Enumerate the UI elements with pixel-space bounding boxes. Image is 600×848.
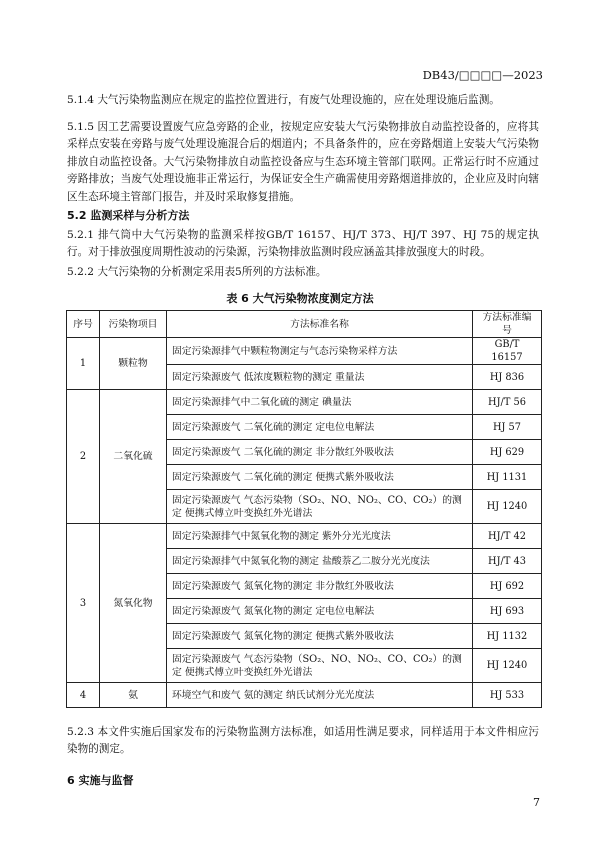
- method-code: HJ/T 56: [473, 390, 542, 415]
- header-pollutant: 污染物项目: [100, 311, 167, 338]
- method-name: 固定污染源废气 低浓度颗粒物的测定 重量法: [167, 365, 473, 390]
- row-number: 2: [67, 390, 100, 524]
- method-name: 固定污染源废气 气态污染物（SO₂、NO、NO₂、CO、CO₂）的测定 便携式傅立叶变换红外光谱法: [167, 649, 473, 683]
- table-row: [67, 683, 542, 708]
- method-code: HJ/T 42: [473, 524, 542, 549]
- method-name: 固定污染源废气 二氧化硫的测定 便携式紫外吸收法: [167, 465, 473, 490]
- pollutant-name: 颗粒物: [100, 338, 167, 390]
- methods-table: [66, 310, 542, 708]
- pollutant-name: 氮氧化物: [100, 524, 167, 683]
- method-name: 固定污染源排气中颗粒物测定与气态污染物采样方法: [167, 338, 473, 365]
- section-heading-6: 6 实施与监督: [67, 774, 134, 787]
- method-name: 固定污染源排气中氮氧化物的测定 紫外分光光度法: [167, 524, 473, 549]
- header-code: 方法标准编号: [473, 311, 542, 338]
- method-name: 固定污染源废气 氮氧化物的测定 非分散红外吸收法: [167, 574, 473, 599]
- method-code: HJ 629: [473, 440, 542, 465]
- table-row: [67, 338, 542, 365]
- method-code: HJ 693: [473, 599, 542, 624]
- method-code: HJ 533: [473, 683, 542, 708]
- method-name: 固定污染源废气 氮氧化物的测定 定电位电解法: [167, 599, 473, 624]
- method-code: HJ 1131: [473, 465, 542, 490]
- method-name: 固定污染源废气 二氧化硫的测定 定电位电解法: [167, 415, 473, 440]
- method-name: 环境空气和废气 氨的测定 纳氏试剂分光光度法: [167, 683, 473, 708]
- section-heading-5-2: 5.2 监测采样与分析方法: [67, 209, 190, 222]
- method-code: HJ/T 43: [473, 549, 542, 574]
- table-header-row: [67, 311, 542, 338]
- paragraph-5-2-3: 5.2.3 本文件实施后国家发布的污染物监测方法标准，如适用性满足要求，同样适用于本文件相应污染物的测定。: [67, 726, 539, 756]
- pollutant-name: 二氧化硫: [100, 390, 167, 524]
- method-name: 固定污染源废气 氮氧化物的测定 便携式紫外吸收法: [167, 624, 473, 649]
- method-code: HJ 57: [473, 415, 542, 440]
- header-method: 方法标准名称: [167, 311, 473, 338]
- document-code: DB43/□□□□—2023: [422, 68, 543, 82]
- method-code: HJ 1240: [473, 490, 542, 524]
- table-caption: 表 6 大气污染物浓度测定方法: [226, 292, 374, 305]
- page-number: 7: [533, 796, 540, 809]
- method-name: 固定污染源排气中二氧化硫的测定 碘量法: [167, 390, 473, 415]
- header-no: 序号: [67, 311, 100, 338]
- paragraph-5-1-5: 5.1.5 因工艺需要设置废气应急旁路的企业，按规定应安装大气污染物排放自动监控设备的，应将其采样点安装在旁路与废气处理设施混合后的烟道内；不具备条件的，应在旁路烟道上安装大气污染物排放自动监控设备。大气污染物排放自动监控设备应与生态环境主管部门联网。正常运行时不应通过旁路排放；当废气处理设施非正常运行，为保证安全生产确需使用旁路烟道排放的，企业应及时向辖区生态环境主管部门报告，并及时采取修复措施。: [67, 121, 539, 203]
- paragraph-5-2-2: 5.2.2 大气污染物的分析测定采用表5所列的方法标准。: [67, 266, 327, 278]
- row-number: 4: [67, 683, 100, 708]
- row-number: 1: [67, 338, 100, 390]
- paragraph-5-2-1: 5.2.1 排气筒中大气污染物的监测采样按GB/T 16157、HJ/T 373、HJ/T 397、HJ 75的规定执行。对于排放强度周期性波动的污染源，污染物排放监测时段应涵盖其排放强度大的时段。: [67, 229, 539, 259]
- method-code: HJ 1132: [473, 624, 542, 649]
- method-name: 固定污染源废气 二氧化硫的测定 非分散红外吸收法: [167, 440, 473, 465]
- table-row: [67, 524, 542, 549]
- method-code: GB/T 16157: [473, 338, 542, 365]
- method-code: HJ 836: [473, 365, 542, 390]
- table-row: [67, 390, 542, 415]
- method-code: HJ 692: [473, 574, 542, 599]
- method-name: 固定污染源废气 气态污染物（SO₂、NO、NO₂、CO、CO₂）的测定 便携式傅立叶变换红外光谱法: [167, 490, 473, 524]
- method-code: HJ 1240: [473, 649, 542, 683]
- row-number: 3: [67, 524, 100, 683]
- method-name: 固定污染源排气中氮氧化物的测定 盐酸萘乙二胺分光光度法: [167, 549, 473, 574]
- pollutant-name: 氨: [100, 683, 167, 708]
- paragraph-5-1-4: 5.1.4 大气污染物监测应在规定的监控位置进行，有废气处理设施的，应在处理设施后监测。: [67, 94, 500, 106]
